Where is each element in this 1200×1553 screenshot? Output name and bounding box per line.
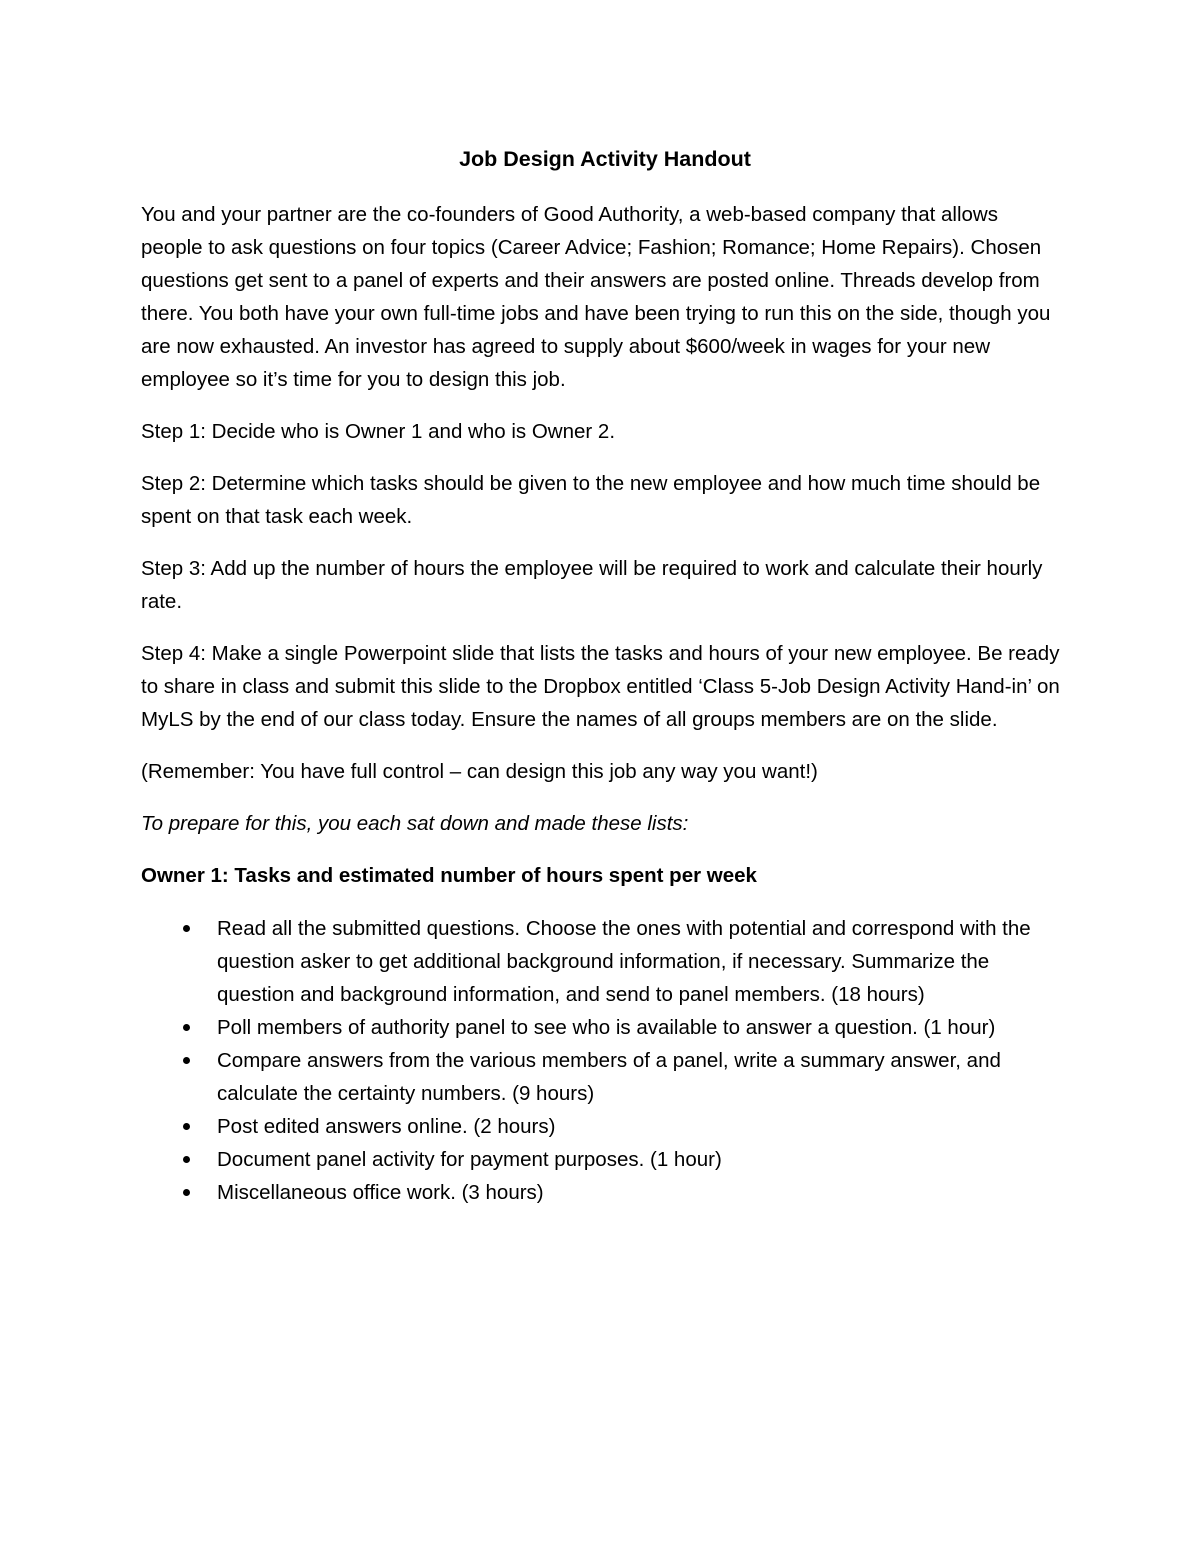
bullet-icon: [183, 1057, 190, 1064]
task-text: Post edited answers online. (2 hours): [217, 1115, 556, 1138]
step-1: Step 1: Decide who is Owner 1 and who is Owner 2.: [141, 420, 616, 443]
prepare-note: To prepare for this, you each sat down and made these lists:: [141, 812, 689, 835]
step-2: Step 2: Determine which tasks should be given to the new employee and how much time should be spent on that task each week.: [141, 472, 1041, 528]
step-3: Step 3: Add up the number of hours the employee will be required to work and calculate their hourly rate.: [141, 557, 1043, 613]
list-item: [141, 1044, 1061, 1110]
task-text: Compare answers from the various members of a panel, write a summary answer, and calculate the certainty numbers. (9 hours): [217, 1049, 1001, 1105]
intro-paragraph: You and your partner are the co-founders of Good Authority, a web-based company that allows people to ask questions on four topics (Career Advice; Fashion; Romance; Home Repairs). Chosen questions get sent to a panel of experts and their answers are posted online. Threads develop from there. You both have your own full-time jobs and have been trying to run this on the side, though you are now exhausted. An investor has agreed to supply about $600/week in wages for your new employee so it’s time for you to design this job.: [141, 203, 1051, 391]
step-4: Step 4: Make a single Powerpoint slide that lists the tasks and hours of your new employee. Be ready to share in class and submit this slide to the Dropbox entitled ‘Class 5-Job Design Activity Hand-in’ on MyLS by the end of our class today. Ensure the names of all groups members are on the slide.: [141, 642, 1060, 731]
task-text: Read all the submitted questions. Choose the ones with potential and correspond with the question asker to get additional background information, if necessary. Summarize the question and background information, and send to panel members. (18 hours): [217, 917, 1031, 1006]
bullet-icon: [183, 1024, 190, 1031]
reminder-note: (Remember: You have full control – can design this job any way you want!): [141, 760, 818, 783]
bullet-icon: [183, 925, 190, 932]
owner1-task-list: [141, 912, 1061, 1209]
owner1-heading: Owner 1: Tasks and estimated number of hours spent per week: [141, 864, 757, 887]
document-title: Job Design Activity Handout: [459, 147, 751, 171]
list-item: [141, 912, 1061, 1011]
task-text: Poll members of authority panel to see who is available to answer a question. (1 hour): [217, 1016, 996, 1039]
list-item: [141, 1176, 1061, 1209]
bullet-icon: [183, 1123, 190, 1130]
list-item: [141, 1011, 1061, 1044]
list-item: [141, 1143, 1061, 1176]
bullet-icon: [183, 1189, 190, 1196]
task-text: Miscellaneous office work. (3 hours): [217, 1181, 544, 1204]
document-body: [141, 143, 1061, 1209]
list-item: [141, 1110, 1061, 1143]
task-text: Document panel activity for payment purposes. (1 hour): [217, 1148, 722, 1171]
bullet-icon: [183, 1156, 190, 1163]
